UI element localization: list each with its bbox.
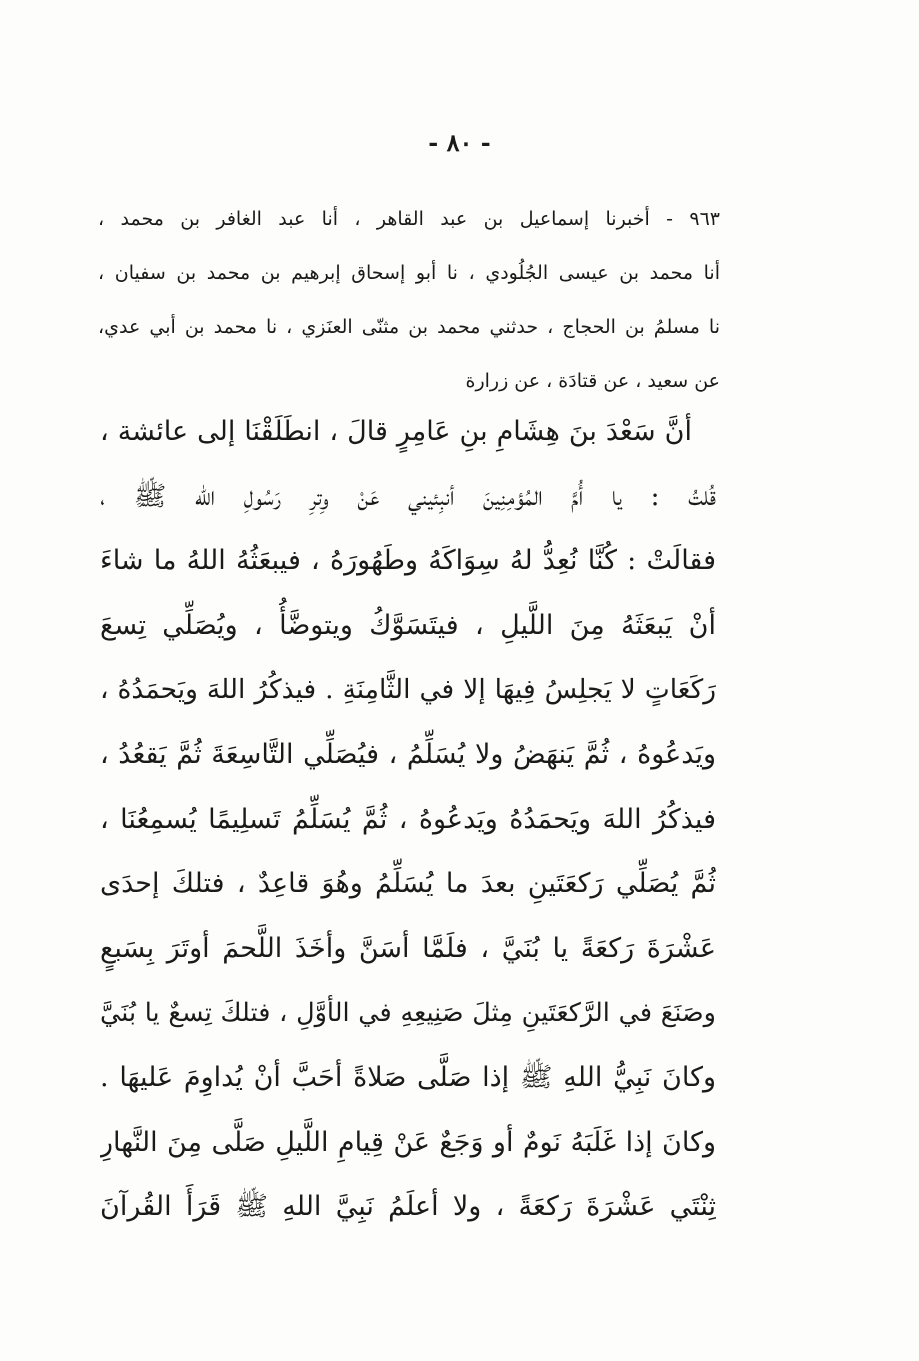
matn-line: عَشْرَةَ رَكعَةً يا بُنَيَّ ، فلَمَّا أسَنَّ وأخَذَ اللَّحمَ أوتَرَ بِسَبعٍ — [100, 932, 716, 964]
matn-line: رَكَعَاتٍ لا يَجلِسُ فِيهَا إلا في الثَّامِنَةِ . فيذكُرُ اللهَ ويَحمَدُهُ ، — [100, 674, 716, 706]
isnad-line: عن سعيد ، عن قتادَة ، عن زرارة — [465, 370, 720, 392]
matn-line: قُلتُ : يا أُمَّ المُؤمِنِينَ أنبِئيني عَنْ وِترِ رَسُولِ الله ﷺ ، — [100, 480, 716, 512]
matn-line: ثُمَّ يُصَلِّي رَكعَتَينِ بعدَ ما يُسَلِّمُ وهُوَ قاعِدٌ ، فتلكَ إحدَى — [100, 868, 716, 900]
matn-line: وصَنَعَ في الرَّكعَتَينِ مِثلَ صَنِيعِهِ في الأوَّلِ ، فتلكَ تِسعٌ يا بُنَيَّ — [100, 998, 716, 1029]
matn-line: فقالَتْ : كُنَّا نُعِدُّ لهُ سِوَاكَهُ وطَهُورَهُ ، فيبعَثُهُ اللهُ ما شاءَ — [100, 545, 716, 577]
hadith-matn — [100, 400, 716, 1240]
matn-line: وكانَ إذا غَلَبَهُ نَومٌ أو وَجَعٌ عَنْ قِيامِ اللَّيلِ صَلَّى مِنَ النَّهارِ — [100, 1126, 716, 1158]
matn-line: أنْ يَبعَثَهُ مِنَ اللَّيلِ ، فيتَسَوَّكُ ويتوضَّأُ ، ويُصَلِّي تِسعَ — [100, 609, 716, 641]
matn-line: فيذكُرُ اللهَ ويَحمَدُهُ ويَدعُوهُ ، ثُمَّ يُسَلِّمُ تَسلِيمًا يُسمِعُنَا ، — [100, 803, 716, 835]
isnad-line: نا مسلمُ بن الحجاج ، حدثني محمد بن مثنّى العنَزي ، نا محمد بن أبي عدي، — [98, 316, 720, 338]
matn-line: وكانَ نَبِيُّ اللهِ ﷺ إذا صَلَّى صَلاةً أحَبَّ أنْ يُداوِمَ عَليهَا . — [100, 1061, 716, 1093]
matn-line: أنَّ سَعْدَ بنَ هِشَامِ بنِ عَامِرٍ قالَ ، انطَلَقْنَا إلى عائشة ، — [100, 416, 692, 447]
hadith-isnad — [98, 192, 720, 408]
matn-line: ويَدعُوهُ ، ثُمَّ يَنهَضُ ولا يُسَلِّمُ ، فيُصَلِّي التَّاسِعَةَ ثُمَّ يَقعُدُ ، — [100, 738, 716, 770]
matn-line: ثِنْتَي عَشْرَةَ رَكعَةً ، ولا أعلَمُ نَبِيَّ اللهِ ﷺ قَرَأَ القُرآنَ — [100, 1191, 716, 1223]
isnad-line: ٩٦٣ - أخبرنا إسماعيل بن عبد القاهر ، أنا عبد الغافر بن محمد ، — [98, 208, 720, 230]
page-number: - ٨٠ - — [428, 128, 491, 157]
isnad-line: أنا محمد بن عيسى الجُلُودي ، نا أبو إسحاق إبرهيم بن محمد بن سفيان ، — [98, 262, 720, 284]
